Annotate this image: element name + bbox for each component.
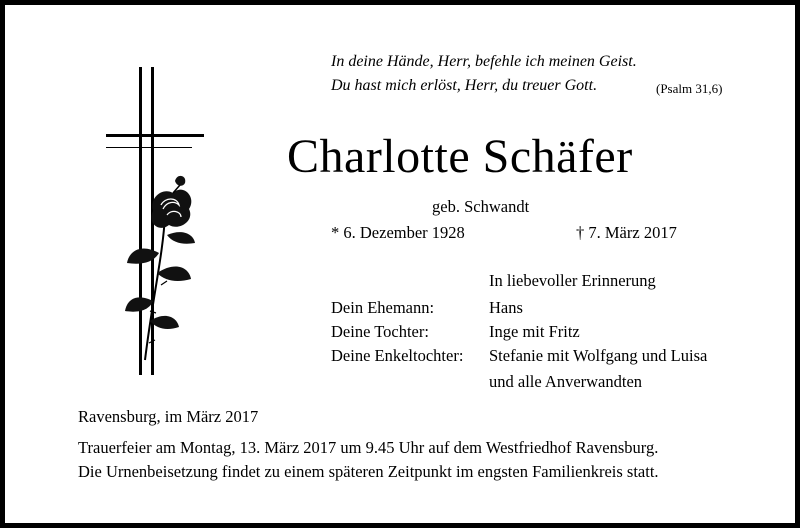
deceased-name: Charlotte Schäfer: [287, 130, 633, 183]
birth-date: * 6. Dezember 1928: [331, 223, 465, 242]
relation-names: Stefanie mit Wolfgang und Luisa: [489, 346, 708, 365]
service-line-2: Die Urnenbeisetzung findet zu einem späteren Zeitpunkt im engsten Familienkreis statt.: [78, 462, 659, 481]
relation-label: Dein Ehemann:: [331, 298, 435, 317]
service-line-1: Trauerfeier am Montag, 13. März 2017 um 9.45 Uhr auf dem Westfriedhof Ravensburg.: [78, 438, 659, 457]
place-date: Ravensburg, im März 2017: [78, 407, 259, 426]
verse-line-1: In deine Hände, Herr, befehle ich meinen Geist.: [331, 53, 637, 70]
mourners-closing: und alle Anverwandten: [489, 372, 643, 391]
death-date: † 7. März 2017: [576, 223, 677, 242]
verse-line-2: Du hast mich erlöst, Herr, du treuer Gott.: [331, 77, 598, 94]
rose-icon: [123, 175, 203, 365]
relation-label: Deine Enkeltochter:: [331, 346, 464, 365]
verse-reference: (Psalm 31,6): [656, 81, 723, 96]
mourners-intro: In liebevoller Erinnerung: [489, 271, 656, 290]
relation-names: Hans: [489, 298, 523, 317]
maiden-name: geb. Schwandt: [432, 197, 530, 216]
relation-label: Deine Tochter:: [331, 322, 429, 341]
relation-names: Inge mit Fritz: [489, 322, 580, 341]
